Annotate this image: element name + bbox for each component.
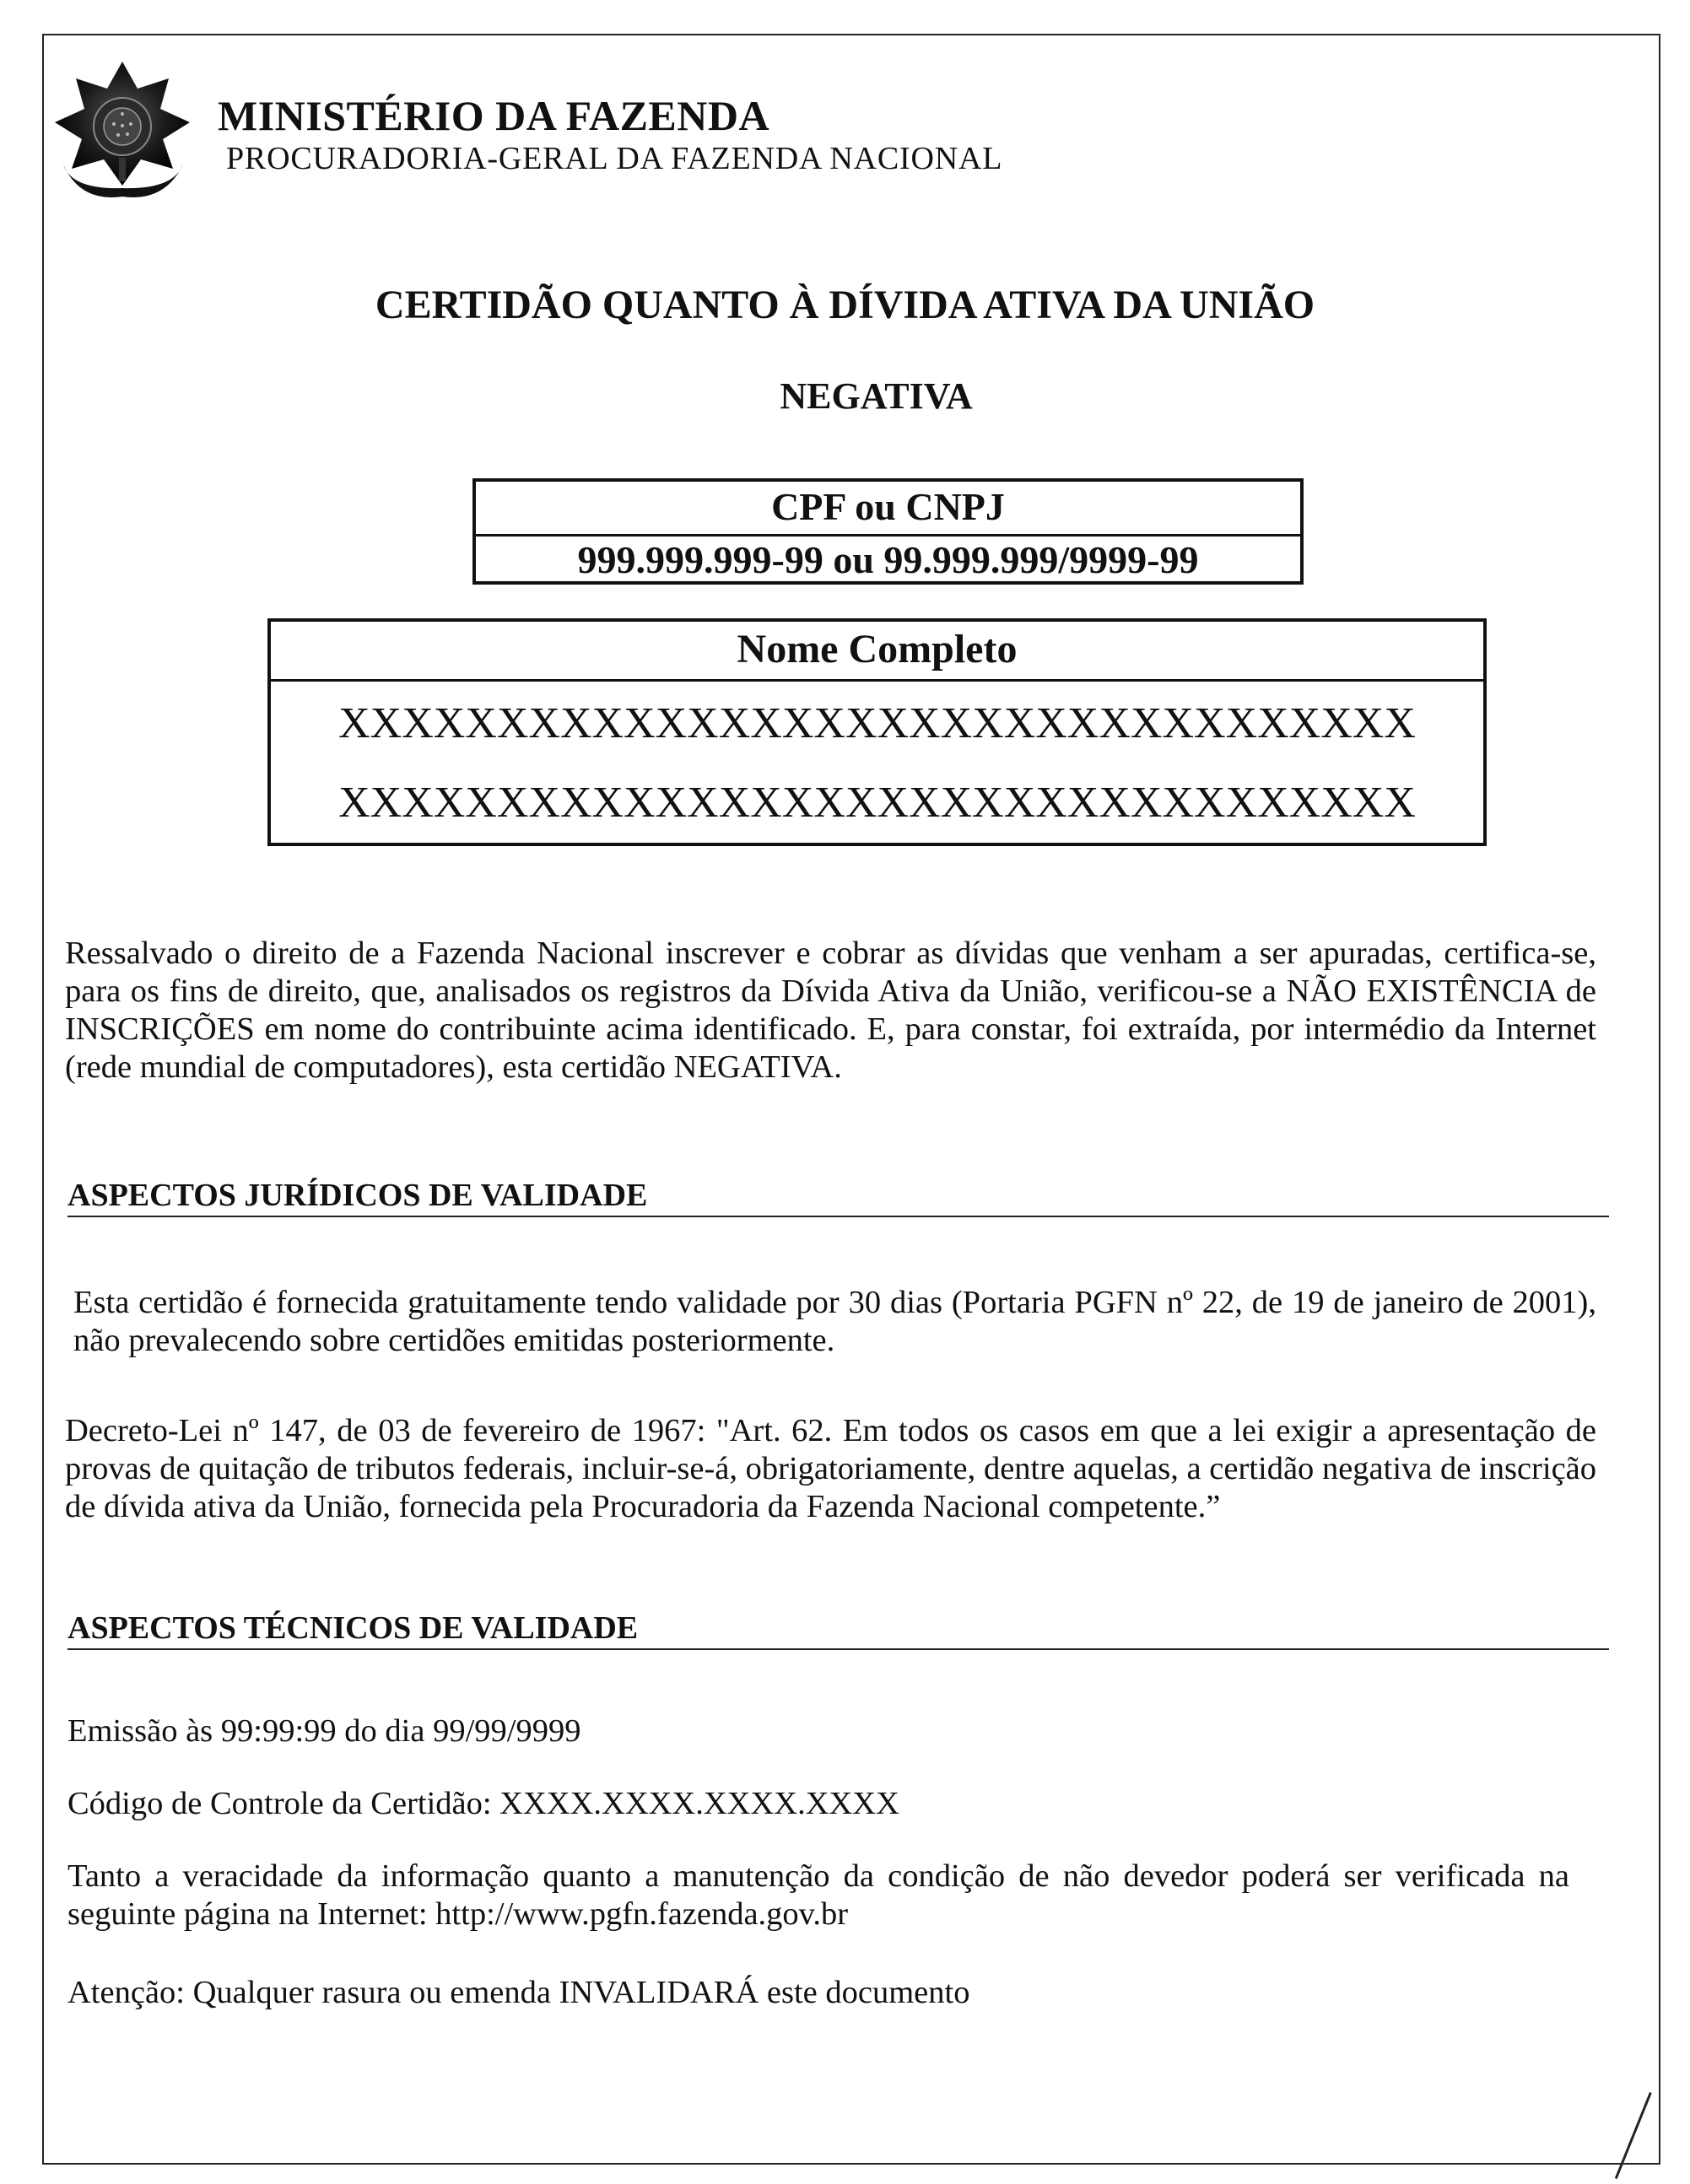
agency-subtitle: PROCURADORIA-GERAL DA FAZENDA NACIONAL (226, 141, 1003, 176)
certificate-type: NEGATIVA (780, 375, 973, 417)
emission-datetime: Emissão às 99:99:99 do dia 99/99/9999 (67, 1713, 581, 1749)
full-name-line-1: XXXXXXXXXXXXXXXXXXXXXXXXXXXXXXXXXX (338, 699, 1416, 747)
full-name-box (267, 618, 1487, 846)
legal-validity-heading: ASPECTOS JURÍDICOS DE VALIDADE (67, 1177, 1609, 1217)
legal-validity-paragraph-2: Decreto-Lei nº 147, de 03 de fevereiro de 1967: "Art. 62. Em todos os casos em que a lei exigir a apresentação de provas de quitação de tributos federais, incluir-se-á, obrigatoriamente, dentre aquelas, a certidão negativa de inscrição de dívida ativa da União, fornecida pela Procuradoria da Fazenda Nacional competente.” (65, 1413, 1596, 1524)
technical-validity-heading: ASPECTOS TÉCNICOS DE VALIDADE (67, 1610, 1609, 1650)
cpf-cnpj-box (472, 478, 1304, 585)
ministry-title: MINISTÉRIO DA FAZENDA (218, 92, 770, 139)
certificate-title: CERTIDÃO QUANTO À DÍVIDA ATIVA DA UNIÃO (375, 283, 1315, 327)
cpf-cnpj-label: CPF ou CNPJ (476, 482, 1300, 537)
document-frame (42, 34, 1660, 2165)
control-code: Código de Controle da Certidão: XXXX.XXXX.XXXX.XXXX (67, 1786, 899, 1821)
main-paragraph: Ressalvado o direito de a Fazenda Nacional inscrever e cobrar as dívidas que venham a ser apuradas, certifica-se, para os fins de direito, que, analisados os registros da Dívida Ativa da União, verificou-se a NÃO EXISTÊNCIA de INSCRIÇÕES em nome do contribuinte acima identificado. E, para constar, foi extraída, por intermédio da Internet (rede mundial de computadores), esta certidão NEGATIVA. (65, 936, 1596, 1085)
national-coat-of-arms-icon (46, 55, 198, 207)
legal-validity-paragraph-1: Esta certidão é fornecida gratuitamente tendo validade por 30 dias (Portaria PGFN nº 22, de 19 de janeiro de 2001), não prevalecendo sobre certidões emitidas posteriormente. (73, 1285, 1596, 1358)
verification-info: Tanto a veracidade da informação quanto a manutenção da condição de não devedor poderá ser verificada na seguinte página na Internet: http://www.pgfn.fazenda.gov.br (67, 1858, 1569, 1932)
full-name-label: Nome Completo (271, 622, 1483, 682)
tamper-warning: Atenção: Qualquer rasura ou emenda INVALIDARÁ este documento (67, 1975, 970, 2010)
full-name-line-2: XXXXXXXXXXXXXXXXXXXXXXXXXXXXXXXXXX (338, 779, 1416, 827)
cpf-cnpj-value: 999.999.999-99 ou 99.999.999/9999-99 (577, 538, 1199, 581)
